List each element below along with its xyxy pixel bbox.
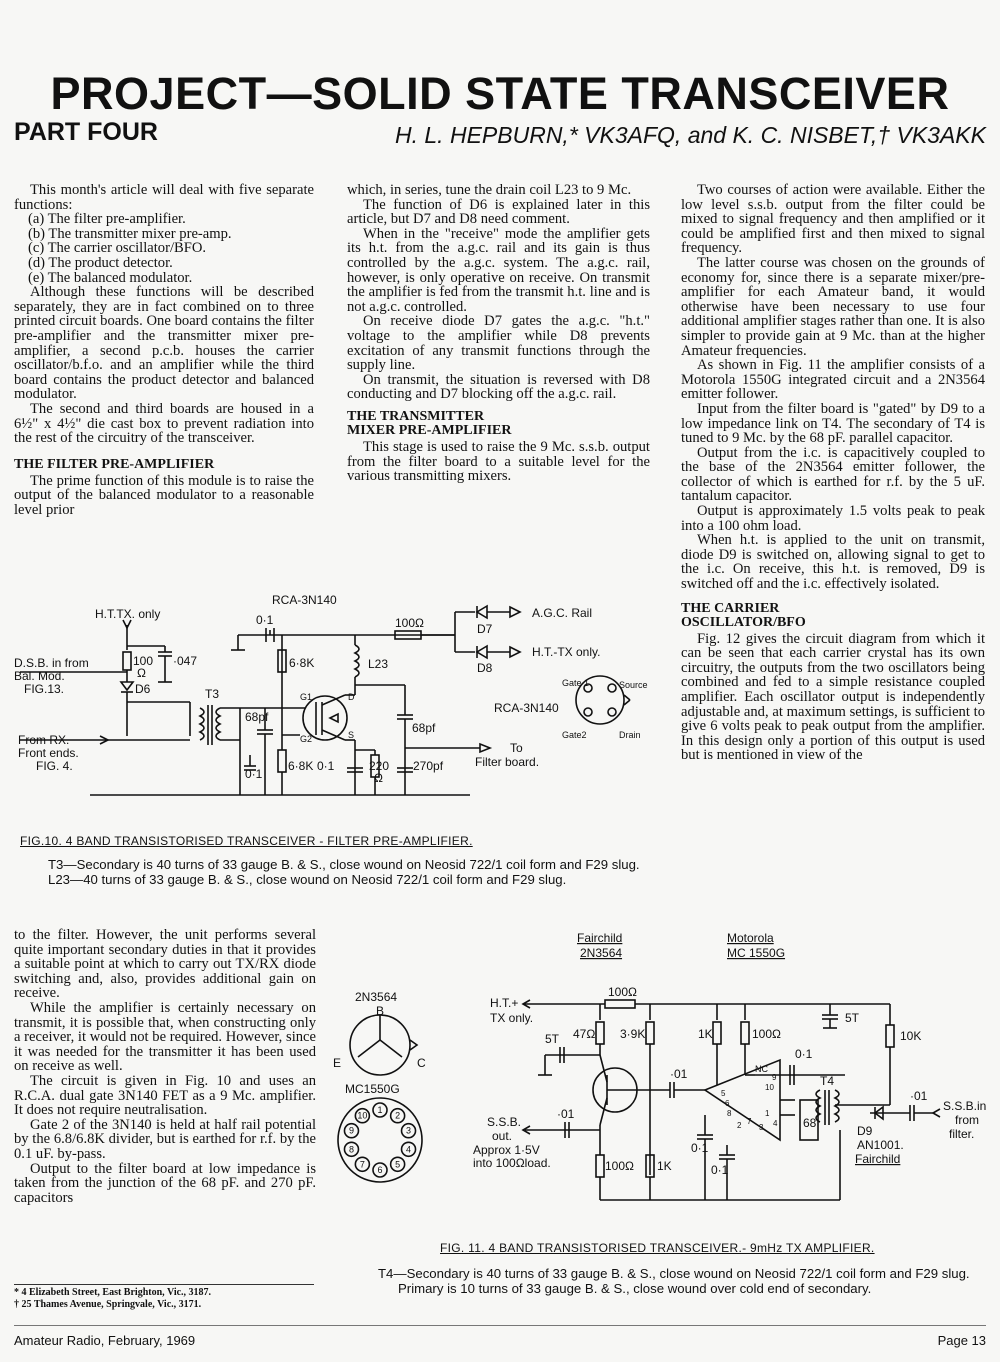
pin-label: 4 (406, 1144, 412, 1155)
ic-pin-label: 10 (765, 1083, 774, 1092)
label: 3·9K (620, 1027, 646, 1041)
paragraph: Although these functions will be described separately, they are in fact combined on to three printed circuit boards. One board contains the filter pre-amplifier and the transmitter mixer pre-amplifier, a second p.c.b. houses the carrier oscillator/b.f.o. and an amplifier while the third board contains the product detector and balanced modulator. (14, 284, 314, 403)
list-item: (b) The transmitter mixer pre-amp. (28, 225, 232, 242)
label: 0·1 (711, 1163, 729, 1177)
paragraph: When in the "receive" mode the amplifier gets its h.t. from the a.g.c. rail and its gain is thus controlled by the a.g.c. system. The a.g.c. rail, however, is only operative on receive. On transmit the amplifier is fed from the transmit h.t. line and is not a.g.c. controlled. (347, 225, 650, 315)
label: out. (492, 1129, 513, 1143)
paragraph: On transmit, the situation is reversed with D8 conducting and D7 blocking off the a.g.c. rail. (347, 371, 650, 403)
label: ·01 (670, 1067, 688, 1081)
section-heading: MIXER PRE-AMPLIFIER (347, 422, 512, 438)
footnote: † 25 Thames Avenue, Springvale, Vic., 3171. (14, 1299, 202, 1310)
paragraph: The circuit is given in Fig. 10 and uses an R.C.A. dual gate 3N140 FET as a 9 Mc. amplifier. It does not require neutralisation. (14, 1072, 316, 1119)
paragraph: The function of D6 is explained later in this article, but D7 and D8 need comment. (347, 196, 650, 228)
section-heading: OSCILLATOR/BFO (681, 614, 806, 630)
label: Ω (137, 666, 146, 680)
fig10-caption: FIG.10. 4 BAND TRANSISTORISED TRANSCEIVER - FILTER PRE-AMPLIFIER. (20, 834, 473, 848)
label: Drain (619, 730, 641, 740)
column-3 (681, 183, 985, 763)
label: 100Ω (752, 1027, 781, 1041)
paragraph: The prime function of this module is to raise the output of the balanced modulator to a reasonable level prior (14, 472, 314, 518)
ic-pin-label: 5 (721, 1089, 726, 1098)
label: Fairchild (855, 1152, 901, 1166)
label: D8 (477, 661, 493, 675)
pin-label: 6 (377, 1165, 383, 1175)
section-heading: THE TRANSMITTER (347, 408, 485, 424)
fig10-schematic (0, 590, 680, 830)
paragraph: The second and third boards are housed in a 6½" x 4½" die cast box to prevent radiation into the rest of the circuitry of the transceiver. (14, 400, 314, 447)
label: 6·8K (288, 759, 314, 773)
label: 100Ω (608, 985, 637, 999)
paragraph: Two courses of action were available. Either the low level s.s.b. output from the filter could be mixed to signal frequency and then amplified or it could be amplified first and then mixed to signal frequency. (681, 182, 985, 257)
column-1 (14, 183, 314, 517)
pin-label: 9 (348, 1125, 354, 1136)
label: C (417, 1056, 426, 1070)
paragraph: On receive diode D7 gates the a.g.c. "h.t." voltage to the amplifier while D8 prevents excitation of any transmit functions through the supply line. (347, 313, 650, 374)
paragraph: Input from the filter board is "gated" by D9 to a low impedance link on T4. The secondary of T4 is tuned to 9 Mc. by the 68 pF. parallel capacitor. (681, 400, 985, 447)
section-heading: THE FILTER PRE-AMPLIFIER (14, 456, 215, 472)
list-item: (a) The filter pre-amplifier. (28, 211, 186, 228)
label: Filter board. (475, 755, 540, 769)
label: 220 (369, 759, 390, 773)
label: 2N3564 (580, 946, 623, 960)
label: 100Ω (605, 1159, 634, 1173)
ic-pin-label: 2 (737, 1121, 742, 1130)
paragraph: Output is approximately 1.5 volts peak to peak into a 100 ohm load. (681, 503, 985, 534)
label: H.T.+ (490, 996, 519, 1010)
label: D6 (135, 682, 151, 696)
label: ·01 (910, 1089, 928, 1103)
ic-pin-label: 6 (725, 1099, 730, 1108)
footer-right: Page 13 (937, 1333, 986, 1348)
label: S.S.B. (487, 1115, 522, 1129)
label: H.T.-TX only. (532, 645, 601, 659)
paragraph: This month's article will deal with five separate functions: (14, 182, 314, 213)
label: 10K (900, 1029, 922, 1043)
label: G1 (300, 692, 313, 702)
label: 68pf (245, 710, 269, 724)
page-title: PROJECT—SOLID STATE TRANSCEIVER (50, 68, 950, 119)
label: ·047 (173, 654, 198, 668)
label: Bal. Mod. (14, 669, 65, 683)
label: 0·1 (795, 1047, 813, 1061)
authors: H. L. HEPBURN,* VK3AFQ, and K. C. NISBET,† VK3AKK (395, 122, 986, 148)
pin-label: 1 (377, 1105, 383, 1115)
note: L23—40 turns of 33 gauge B. & S., close wound on Neosid 722/1 coil form and F29 slug. (48, 872, 567, 887)
list-item: (d) The product detector. (28, 254, 173, 271)
paragraph: which, in series, tune the drain coil L23 to 9 Mc. (347, 182, 632, 198)
pin-label: 3 (406, 1125, 412, 1136)
ic-pin-label: 8 (727, 1109, 732, 1118)
label: D (348, 692, 355, 702)
label: 270pf (413, 759, 444, 773)
note: T3—Secondary is 40 turns of 33 gauge B. & S., close wound on Neosid 722/1 coil form and F29 slug. (48, 857, 640, 872)
label: TX only. (490, 1011, 534, 1025)
pin-label: 7 (359, 1159, 365, 1170)
label: 100Ω (395, 616, 424, 630)
label: 0·1 (317, 759, 335, 773)
label: Motorola (727, 931, 774, 945)
label: RCA-3N140 (272, 593, 337, 607)
label: MC1550G (345, 1082, 400, 1096)
ic-pin-label: 1 (765, 1109, 770, 1118)
paragraph: Gate 2 of the 3N140 is held at half rail potential by the 6.8/6.8K divider, but is earthed for r.f. by the 0.1 uF. by-pass. (14, 1116, 316, 1162)
note: T4—Secondary is 40 turns of 33 gauge B. & S., close wound on Neosid 722/1 coil form and F29 slug. Primary is 10 turns of 33 gauge B. & S., close wound over cold end of secondary. (378, 1266, 970, 1296)
paragraph: While the amplifier is certainly necessary on transmit, it is possible that, when constructing only a receiver, it would not be required. However, since it was needed for the transmitter it has been used on receive as well. (14, 999, 316, 1075)
pin-label: 8 (348, 1144, 354, 1155)
column-4 (14, 928, 316, 1205)
paragraph: As shown in Fig. 11 the amplifier consists of a Motorola 1550G integrated circuit and a 2N3564 emitter follower. (681, 357, 985, 403)
label: 0·1 (691, 1141, 709, 1155)
ic-pin-label: 9 (772, 1073, 777, 1082)
label: 68 (803, 1116, 817, 1130)
label: Approx 1·5V (473, 1143, 540, 1157)
label: AN1001. (857, 1138, 904, 1152)
label: A.G.C. Rail (532, 606, 593, 620)
label: NC (755, 1064, 768, 1074)
label: 2N3564 (355, 990, 398, 1004)
section-heading: THE CARRIER (681, 600, 780, 616)
label: G2 (300, 734, 313, 744)
column-2 (347, 183, 650, 484)
label: D.S.B. in from (14, 656, 89, 670)
paragraph: Fig. 12 gives the circuit diagram from which it can be seen that each carrier crystal has its own circuitry, the outputs from the two oscillators being combined and fed to a simple resistance coupled amplifier. Each oscillator output is independently adjustable and, at maximum settings, is sufficient to give 6 volts peak to peak output from the amplifier. In this design only a portion of this output is used but is mentioned in view of the (681, 630, 985, 764)
footer-left: Amateur Radio, February, 1969 (14, 1333, 196, 1348)
footnote-rule (14, 1284, 314, 1285)
label: Front ends. (18, 746, 79, 760)
list-item: (e) The balanced modulator. (28, 269, 193, 286)
footnotes (14, 1287, 324, 1311)
label: 6·8K (289, 656, 315, 670)
ic-pin-label: 7 (747, 1117, 752, 1126)
label: 47Ω (573, 1027, 596, 1041)
label: To (510, 741, 523, 755)
label: from (955, 1113, 979, 1127)
label: S (348, 730, 355, 740)
label: S.S.B.in (943, 1099, 987, 1113)
label: 100 (133, 654, 154, 668)
label: Source (619, 680, 648, 690)
label: T3 (205, 687, 220, 701)
footer-rule (14, 1325, 986, 1326)
label: MC 1550G (727, 946, 786, 960)
label: Fairchild (577, 931, 623, 945)
pin-label: 10 (357, 1110, 368, 1121)
label: ·01 (557, 1107, 575, 1121)
label: Gate2 (562, 730, 587, 740)
paragraph: Output to the filter board at low impedance is taken from the junction of the 68 pF. and 270 pF. capacitors (14, 1160, 316, 1206)
label: B (376, 1004, 385, 1018)
paragraph: This stage is used to raise the 9 Mc. s.s.b. output from the filter board to a suitable level for the various transmitting mixers. (347, 438, 650, 485)
label: RCA-3N140 (494, 701, 559, 715)
label: 0·1 (245, 767, 263, 781)
paragraph: When h.t. is applied to the unit on transmit, diode D9 is switched on, allowing signal to get to the i.c. On receive, this h.t. is removed, D9 is switched off and the i.c. effectively isolated. (681, 532, 985, 593)
label: 1K (698, 1027, 713, 1041)
fig11-notes (378, 1266, 988, 1296)
label: filter. (949, 1127, 975, 1141)
label: FIG. 4. (36, 759, 73, 773)
list-item: (c) The carrier oscillator/BFO. (28, 240, 207, 257)
paragraph: to the filter. However, the unit performs several quite important secondary duties in that it provides a suitable point at which to carry out TX/RX diode switching and, also, provides additional gain on receive. (14, 927, 316, 1002)
ic-pin-label: 4 (773, 1119, 778, 1128)
label: into 100Ωload. (473, 1156, 551, 1170)
pin-label: 5 (395, 1159, 401, 1170)
label: D7 (477, 622, 493, 636)
fig11-schematic (465, 930, 1000, 1235)
label: D9 (857, 1124, 873, 1138)
pin-label: 2 (395, 1110, 401, 1121)
part-label: PART FOUR (14, 118, 158, 146)
label: 0·1 (256, 613, 274, 627)
label: From RX. (18, 733, 70, 747)
paragraph: The latter course was chosen on the grounds of economy for, since there is a separate mixer/pre-amplifier for each Amateur band, it would otherwise have been necessary to use four additional amplifier stages rather than one. It is also simpler to provide gain at 9 Mc. than at the higher Amateur frequencies. (681, 254, 985, 359)
paragraph: Output from the i.c. is capacitively coupled to the base of the 2N3564 emitter follower, the collector of which is earthed for r.f. by the 5 uF. tantalum capacitor. (681, 444, 985, 505)
label: Gate 1 (562, 678, 590, 688)
label: 68pf (412, 721, 436, 735)
pinout-diagrams (325, 985, 465, 1200)
label: 1K (657, 1159, 672, 1173)
label: Ω (374, 771, 383, 785)
label: FIG.13. (24, 682, 65, 696)
label: 5T (545, 1032, 560, 1046)
ic-pin-label: 3 (759, 1123, 764, 1132)
footnote: * 4 Elizabeth Street, East Brighton, Vic., 3187. (14, 1287, 212, 1298)
label: H.T.TX. only (95, 607, 161, 621)
label: 5T (845, 1011, 860, 1025)
label: T4 (820, 1074, 835, 1088)
fig11-caption: FIG. 11. 4 BAND TRANSISTORISED TRANSCEIVER.- 9mHz TX AMPLIFIER. (440, 1241, 875, 1255)
label: E (333, 1056, 342, 1070)
fig10-notes (48, 857, 668, 887)
label: L23 (368, 657, 389, 671)
